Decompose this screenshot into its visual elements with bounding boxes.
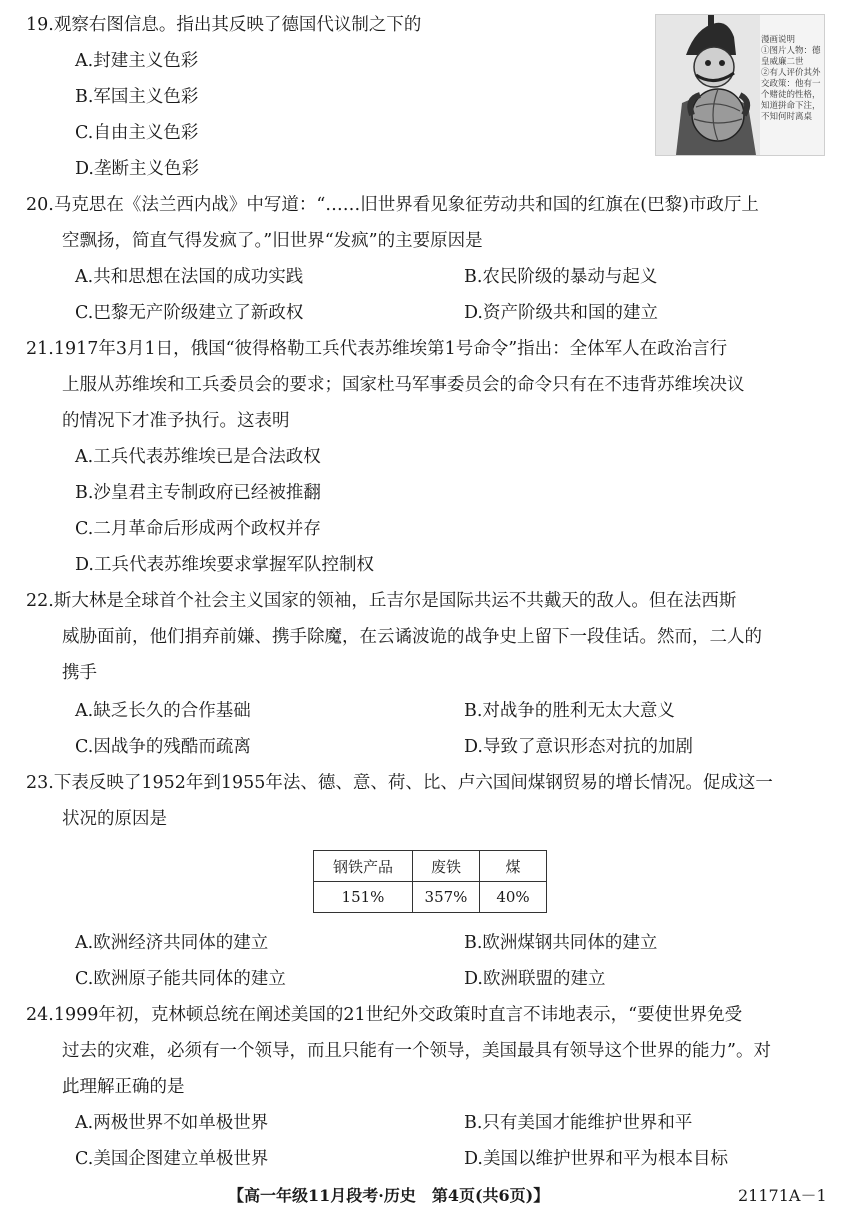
table-header: 煤 xyxy=(480,851,547,882)
table-header: 钢铁产品 xyxy=(314,851,413,882)
paper-code: 21171A－1 xyxy=(738,1186,827,1205)
q24-stem-line-3: 此理解正确的是 xyxy=(62,1077,185,1097)
table-header-row xyxy=(314,851,547,882)
kaiser-cartoon xyxy=(655,14,825,156)
q19-option-d: D.垄断主义色彩 xyxy=(75,159,199,179)
q24-option-b: B.只有美国才能维护世界和平 xyxy=(464,1113,693,1133)
q22-stem-line-3: 携手 xyxy=(62,663,97,683)
q24-stem-line-2: 过去的灾难，必须有一个领导，而且只能有一个领导，美国最具有领导这个世界的能力”。对 xyxy=(62,1041,771,1061)
caption-line-2: ②有人评价其外交政策：他有一个赌徒的性格，知道拼命下注，不知何时离桌 xyxy=(761,68,821,122)
q23-stem-line-2: 状况的原因是 xyxy=(62,809,167,829)
q22-stem-line-1: 22.斯大林是全球首个社会主义国家的领袖，丘吉尔是国际共运不共戴天的敌人。但在法西斯 xyxy=(26,591,737,611)
q20-option-d: D.资产阶级共和国的建立 xyxy=(464,303,658,323)
q24-option-d: D.美国以维护世界和平为根本目标 xyxy=(464,1149,728,1169)
table-header: 废铁 xyxy=(413,851,480,882)
table-cell: 357% xyxy=(413,882,480,913)
q22-option-b: B.对战争的胜利无太大意义 xyxy=(464,701,675,721)
q19-option-c: C.自由主义色彩 xyxy=(75,123,199,143)
q19-option-b: B.军国主义色彩 xyxy=(75,87,199,107)
q22-option-a: A.缺乏长久的合作基础 xyxy=(75,701,251,721)
q23-option-b: B.欧洲煤钢共同体的建立 xyxy=(464,933,658,953)
page-footer-title: 【高一年级11月段考·历史 第4页(共6页)】 xyxy=(228,1186,550,1205)
table-cell: 40% xyxy=(480,882,547,913)
q21-option-d: D.工兵代表苏维埃要求掌握军队控制权 xyxy=(75,555,374,575)
q21-stem-line-2: 上服从苏维埃和工兵委员会的要求；国家杜马军事委员会的命令只有在不违背苏维埃决议 xyxy=(62,375,745,395)
q22-option-d: D.导致了意识形态对抗的加剧 xyxy=(464,737,693,757)
q23-option-d: D.欧洲联盟的建立 xyxy=(464,969,606,989)
q24-option-c: C.美国企图建立单极世界 xyxy=(75,1149,269,1169)
q22-stem-line-2: 威胁面前，他们捐弃前嫌、携手除魔，在云谲波诡的战争史上留下一段佳话。然而，二人的 xyxy=(62,627,762,647)
table-row xyxy=(314,882,547,913)
q19-stem: 19.观察右图信息。指出其反映了德国代议制之下的 xyxy=(26,15,422,35)
table-cell: 151% xyxy=(314,882,413,913)
q23-option-a: A.欧洲经济共同体的建立 xyxy=(75,933,269,953)
q23-stem-line-1: 23.下表反映了1952年到1955年法、德、意、荷、比、卢六国间煤钢贸易的增长情况。促成这一 xyxy=(26,773,773,793)
q23-option-c: C.欧洲原子能共同体的建立 xyxy=(75,969,286,989)
q21-option-b: B.沙皇君主专制政府已经被推翻 xyxy=(75,483,321,503)
q21-stem-line-1: 21.1917年3月1日，俄国“彼得格勒工兵代表苏维埃第1号命令”指出：全体军人在政治言行 xyxy=(26,339,728,359)
q20-stem-line-1: 20.马克思在《法兰西内战》中写道：“……旧世界看见象征劳动共和国的红旗在(巴黎)市政厅上 xyxy=(26,195,759,215)
q21-stem-line-3: 的情况下才准予执行。这表明 xyxy=(62,411,290,431)
q20-option-c: C.巴黎无产阶级建立了新政权 xyxy=(75,303,304,323)
q20-stem-line-2: 空飘扬，简直气得发疯了。”旧世界“发疯”的主要原因是 xyxy=(62,231,483,251)
q24-stem-line-1: 24.1999年初，克林顿总统在阐述美国的21世纪外交政策时直言不讳地表示，“要使世界免受 xyxy=(26,1005,743,1025)
caption-title: 漫画说明 xyxy=(761,35,796,45)
q21-option-c: C.二月革命后形成两个政权并存 xyxy=(75,519,321,539)
q20-option-a: A.共和思想在法国的成功实践 xyxy=(75,267,304,287)
cartoon-caption xyxy=(761,35,823,123)
q21-option-a: A.工兵代表苏维埃已是合法政权 xyxy=(75,447,321,467)
caption-line-1: ①图片人物：德皇威廉二世 xyxy=(761,46,821,67)
q24-option-a: A.两极世界不如单极世界 xyxy=(75,1113,269,1133)
q22-option-c: C.因战争的残酷而疏离 xyxy=(75,737,251,757)
coal-steel-table xyxy=(313,850,547,913)
q20-option-b: B.农民阶级的暴动与起义 xyxy=(464,267,658,287)
q19-option-a: A.封建主义色彩 xyxy=(75,51,199,71)
